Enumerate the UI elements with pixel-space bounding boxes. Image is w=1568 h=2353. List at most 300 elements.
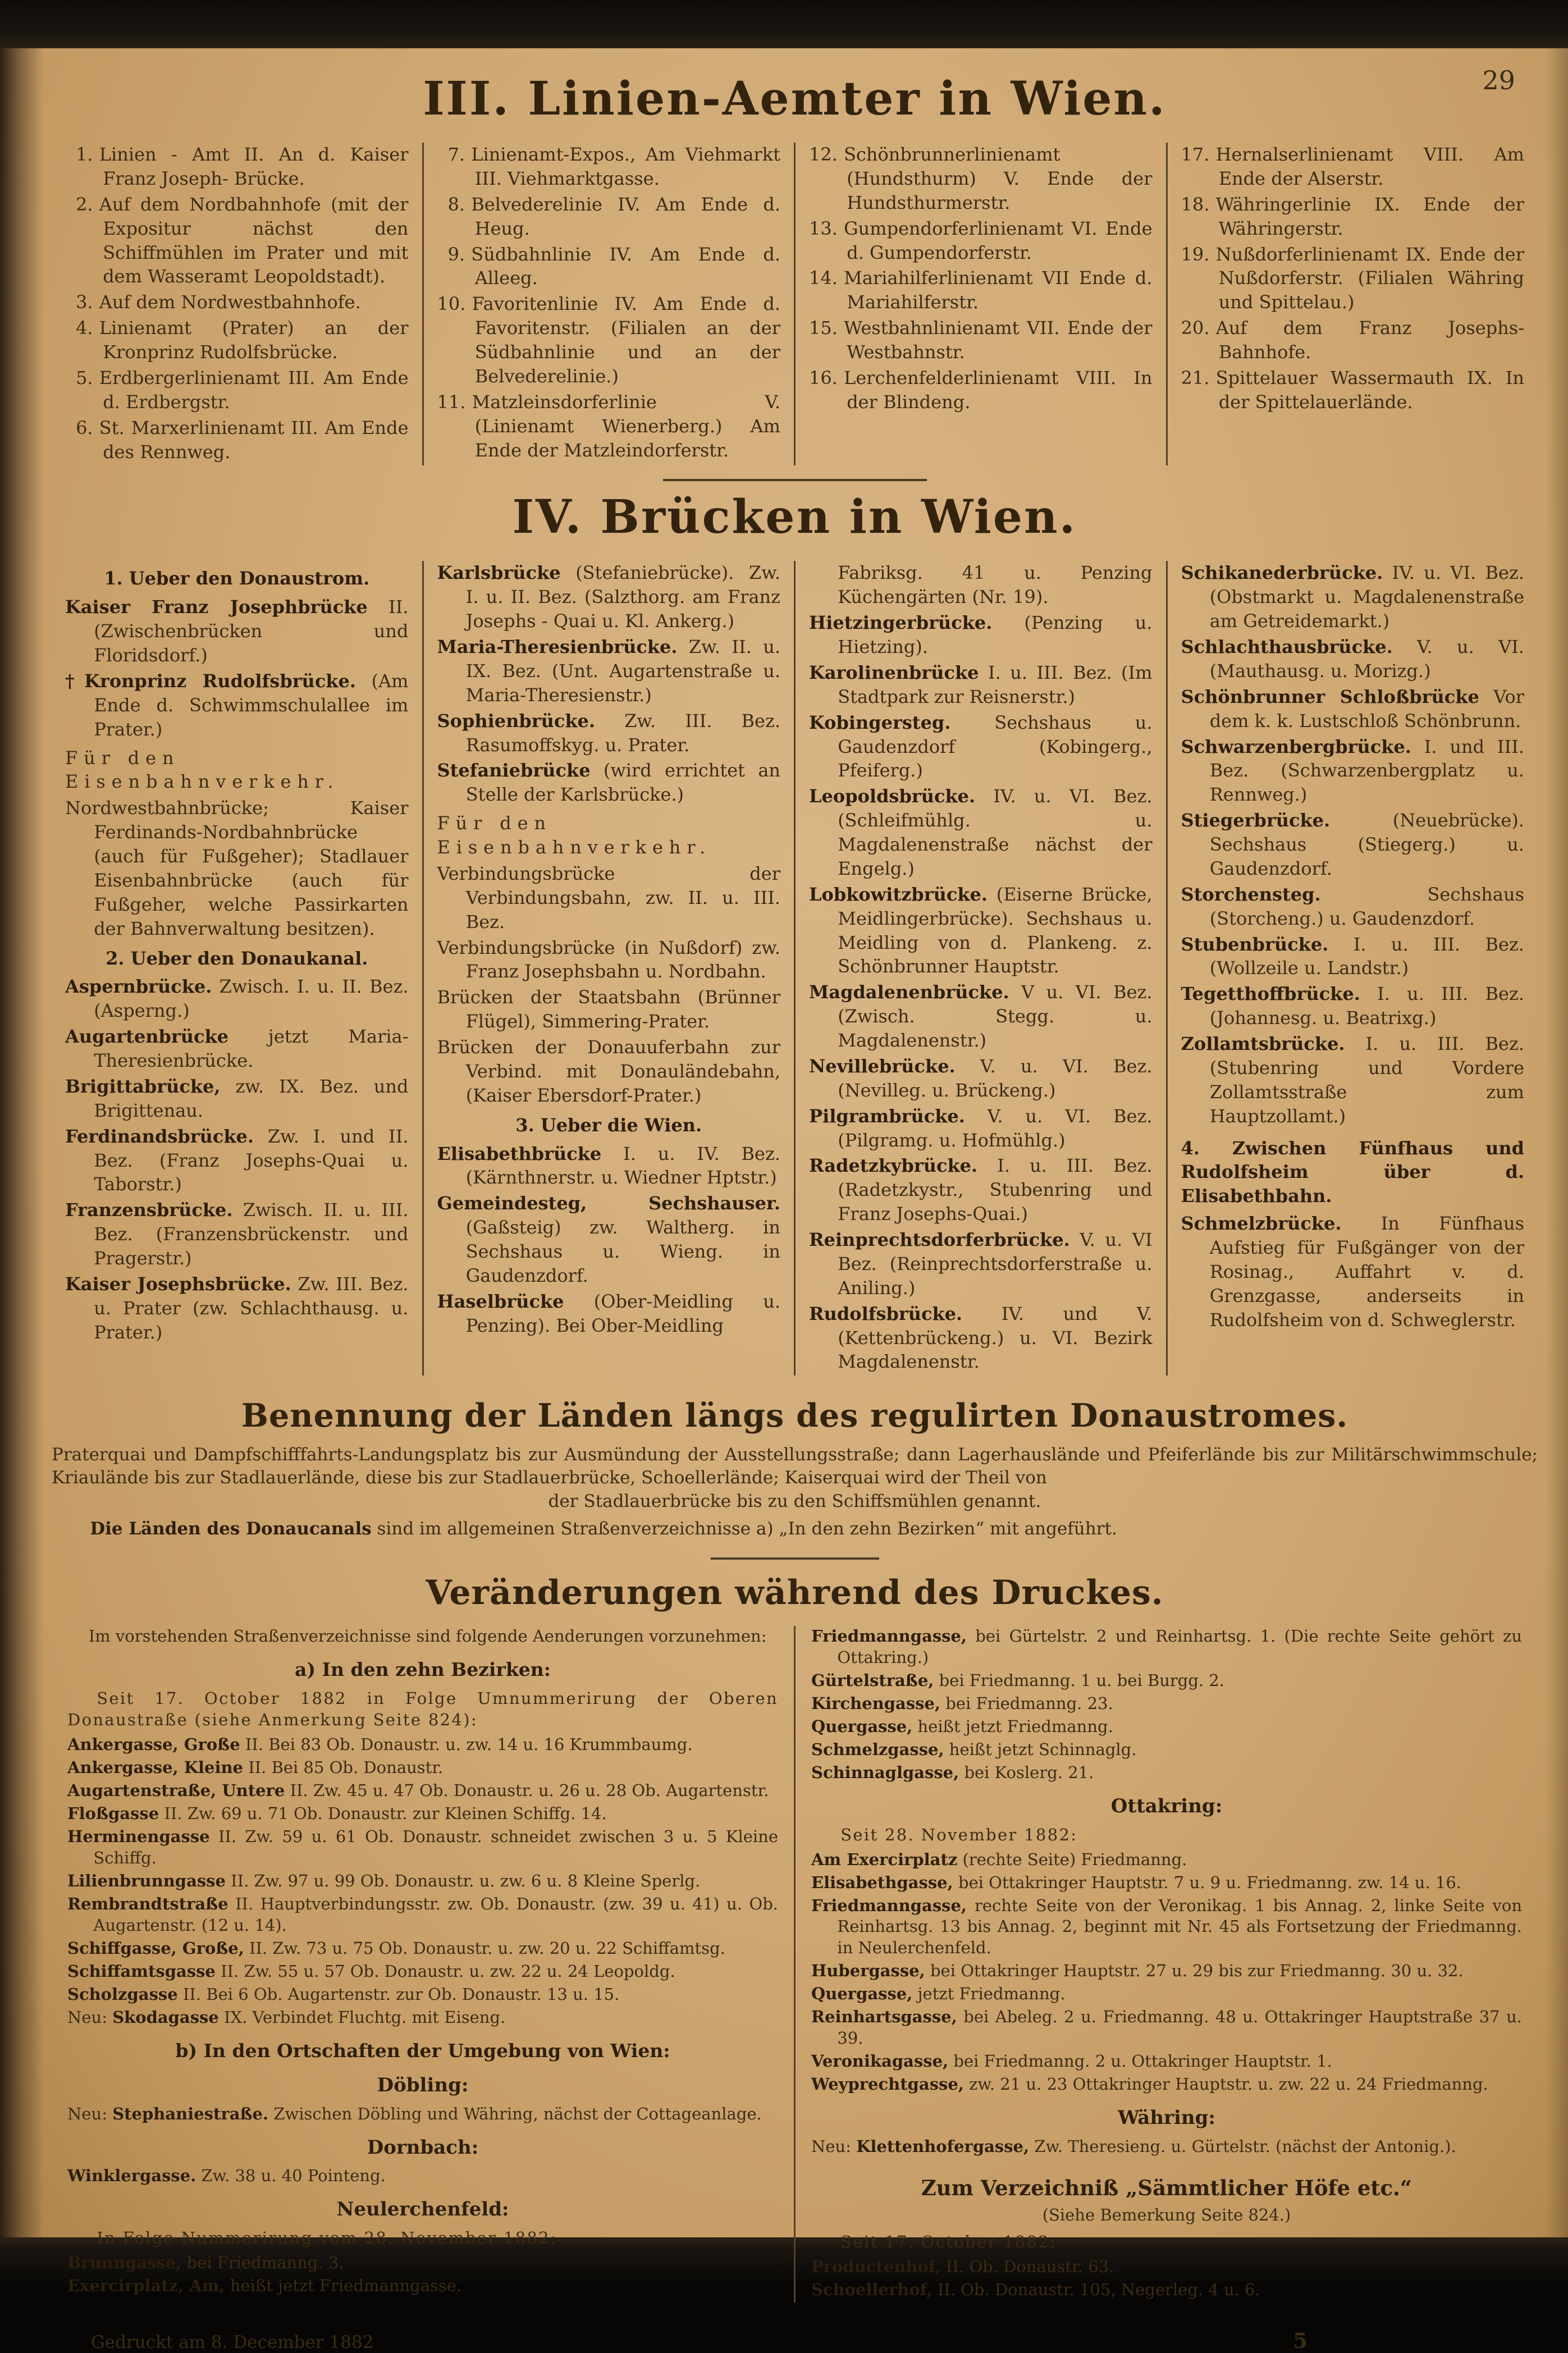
list-item [811, 1872, 1522, 1894]
item-number: 9. [447, 243, 465, 265]
item-lead: Reinprechtsdorferbrücke. [809, 1229, 1070, 1250]
book-gutter-shadow [0, 48, 44, 2237]
list-item [811, 1762, 1522, 1784]
item-text: Seit 17. October 1882: [840, 2232, 1057, 2252]
item-lead: Brigittabrücke, [65, 1075, 221, 1097]
list-item [811, 2256, 1522, 2278]
item-number: 8. [447, 193, 465, 215]
list-item [811, 2074, 1522, 2095]
item-text: V. u. VI. Bez. (Nevilleg. u. Brückeng.) [838, 1055, 1153, 1101]
item-text: V. u. VI. Bez. (Pilgramg. u. Hofmühlg.) [838, 1105, 1153, 1151]
item-lead: Karolinenbrücke [809, 661, 979, 683]
item-lead: Lilienbrunngasse [67, 1871, 226, 1891]
item-text: 1. Ueber den Donaustrom. [104, 568, 370, 590]
item-text: Zwischen Döbling und Währing, nächst der Cottageanlage. [268, 2104, 762, 2123]
item-text: Brücken der Staatsbahn (Brünner Flügel), Simmering-Prater. [437, 986, 780, 1032]
item-text: Nußdorferlinienamt IX. Ende der Nußdorferstr. (Filialen Währing und Spittelau.) [1215, 243, 1524, 313]
scan-edge-top [0, 0, 1568, 48]
list-item [809, 784, 1153, 881]
item-lead: Karlsbrücke [437, 562, 561, 584]
bruecken-columns [52, 561, 1538, 1376]
list-item [437, 1035, 781, 1108]
item-text: zw. IX. Bez. und Brigittenau. [94, 1075, 409, 1121]
item-text: II. Hauptverbindungsstr. zw. Ob. Donaustr. (zw. 39 u. 41) u. Ob. Augartenstr. (12 u. 14). [93, 1894, 778, 1935]
item-lead: Productenhof, [811, 2257, 941, 2277]
item-text: II. Zw. 55 u. 57 Ob. Donaustr. u. zw. 22 u. 24 Leopoldg. [215, 1962, 675, 1981]
item-lead: Franzensbrücke. [65, 1199, 233, 1221]
item-lead: Weyprechtgasse, [811, 2075, 964, 2094]
list-item [65, 1125, 409, 1197]
item-text: Für den Eisenbahnverkehr. [65, 747, 340, 793]
item-text: Linien - Amt II. An d. Kaiser Franz Joseph- Brücke. [99, 144, 409, 189]
item-number: 16. [809, 367, 838, 389]
item-text: Ottakring: [1110, 1795, 1223, 1818]
item-lead: Schmelzgasse, [811, 1740, 944, 1760]
list-item [437, 143, 781, 191]
list-item [811, 2105, 1522, 2131]
item-number: 1. [76, 144, 93, 165]
item-text: II. Zw. 59 u. 61 Ob. Donaustr. schneidet zwischen 3 u. 5 Kleine Schiffg. [93, 1827, 778, 1868]
page-number: 29 [1482, 65, 1515, 95]
list-item [67, 2104, 778, 2125]
list-item [65, 669, 409, 742]
section-bruecken-title: IV. Brücken in Wien. [512, 490, 1077, 545]
linien-column-4 [1166, 143, 1538, 465]
item-text: Neulerchenfeld: [336, 2198, 509, 2221]
list-item [1181, 243, 1525, 315]
item-number: 12. [809, 144, 838, 165]
list-item [811, 1739, 1522, 1761]
item-lead: Gürtelstraße, [811, 1671, 934, 1690]
item-text: bei Koslerg. 21. [959, 1763, 1094, 1783]
item-text: II. Bei 83 Ob. Donaustr. u. zw. 14 u. 16 Krummbaumg. [240, 1735, 693, 1755]
list-item [811, 2232, 1522, 2253]
page-content [52, 48, 1538, 2353]
list-item [67, 2276, 778, 2297]
list-item [67, 1803, 778, 1825]
list-item [437, 709, 781, 757]
list-item [811, 2136, 1522, 2158]
item-number: 17. [1181, 144, 1210, 165]
list-item [809, 883, 1153, 979]
item-lead: Schlachthausbrücke. [1181, 636, 1393, 657]
linien-column-3 [794, 143, 1166, 465]
item-text: Westbahnlinienamt VII. Ende der Westbahnstr. [844, 317, 1153, 363]
item-text: (Penzing u. Hietzing). [838, 612, 1153, 657]
item-text: 2. Ueber den Donaukanal. [106, 947, 368, 969]
benennung-title: Benennung der Länden längs des regulirten Donaustromes. [241, 1397, 1348, 1435]
list-item [1181, 366, 1525, 414]
item-lead: Maria-Theresienbrücke. [437, 636, 678, 657]
item-text: bei Friedmanng. 1 u. bei Burgg. 2. [934, 1671, 1225, 1690]
item-lead: Scholzgasse [67, 1985, 178, 2004]
list-item [67, 1984, 778, 2005]
item-text: Favoritenlinie IV. Am Ende d. Favoritenstr. (Filialen an der Südbahnlinie und an der Belvederelinie.) [472, 293, 780, 387]
item-text: Schönbrunnerlinienamt (Hundsthurm) V. Ende der Hundsthurmerstr. [844, 144, 1153, 213]
item-text: Im vorstehenden Straßenverzeichnisse sind folgende Aenderungen vorzunehmen: [88, 1626, 767, 1646]
list-item [67, 2197, 778, 2222]
bruecken-column-1 [52, 561, 422, 1376]
list-item [1181, 685, 1525, 733]
item-text: bei Friedmanng. 3. [181, 2253, 344, 2272]
list-item [437, 1191, 781, 1288]
item-lead: Stefaniebrücke [437, 760, 591, 782]
item-lead: Storchensteg. [1181, 883, 1321, 905]
item-text: Zw. III. Bez. Rasumoffskyg. u. Prater. [465, 710, 780, 756]
item-text: (Eiserne Brücke, Meidlingerbrücke). Sechshaus u. Meidling von d. Plankeng. z. Schönbrunner Hauptstr. [838, 883, 1153, 977]
list-item [1181, 1212, 1525, 1332]
item-text: Für den Eisenbahnverkehr. [437, 812, 712, 858]
item-text: Zw. 38 u. 40 Pointeng. [196, 2166, 386, 2186]
list-item [811, 1895, 1522, 1959]
list-item [67, 2253, 778, 2274]
list-item [811, 1849, 1522, 1871]
item-text: b) In den Ortschaften der Umgebung von Wien: [175, 2040, 670, 2062]
item-text: heißt jetzt Friedmanngasse. [225, 2276, 462, 2295]
item-prefix: Neu: [67, 2008, 113, 2027]
list-item [809, 1154, 1153, 1226]
item-text: Nordwestbahnbrücke; Kaiser Ferdinands-Nordbahnbrücke (auch für Fußgeher); Stadlauer Eisenbahnbrücke (auch für Fußgeher, welche Passirkarten der Bahnverwaltung besitzen). [65, 797, 409, 939]
item-lead: Kobingersteg. [809, 711, 951, 733]
item-text: (Stefaniebrücke). Zw. I. u. II. Bez. (Salzthorg. am Franz Josephs - Quai u. Kl. Ankerg.) [465, 562, 780, 632]
item-lead: Schinnaglgasse, [811, 1763, 959, 1783]
item-text: (rechte Seite) Friedmanng. [957, 1849, 1187, 1869]
list-item [67, 1657, 778, 1682]
list-item [809, 217, 1153, 265]
list-item [811, 1670, 1522, 1692]
item-lead: Schmelzbrücke. [1181, 1213, 1342, 1235]
item-number: 11. [437, 391, 466, 413]
item-lead: Stephaniestraße. [112, 2104, 269, 2123]
list-item [65, 595, 409, 668]
list-item [67, 1757, 778, 1779]
list-item [809, 661, 1153, 709]
list-item [65, 975, 409, 1023]
item-lead: Stubenbrücke. [1181, 933, 1329, 955]
item-lead: Reinhartsgasse, [811, 2007, 957, 2027]
veraenderungen-title: Veränderungen während des Druckes. [426, 1573, 1164, 1613]
item-text: Fabriksg. 41 u. Penzing Küchengärten (Nr. 19). [838, 562, 1153, 608]
item-number: 18. [1181, 193, 1210, 215]
item-text: (Am Ende d. Schwimmschulallee im Prater.) [94, 670, 409, 740]
item-text: Währing: [1118, 2107, 1215, 2130]
item-text: St. Marxerlinienamt III. Am Ende des Rennweg. [99, 417, 409, 463]
item-text: bei Ottakringer Hauptstr. 7 u. 9 u. Friedmanng. zw. 14 u. 16. [953, 1872, 1462, 1892]
list-item [65, 947, 409, 971]
item-text: Sechshaus u. Gaudenzdorf (Kobingerg., Pfeiferg.) [838, 711, 1153, 782]
item-lead: Herminengasse [67, 1827, 210, 1847]
item-text: bei Abeleg. 2 u. Friedmanng. 48 u. Ottakringer Hauptstraße 37 u. 39. [837, 2007, 1522, 2048]
item-text: I. u. III. Bez. (Wollzeile u. Landstr.) [1209, 933, 1524, 979]
item-text: I. u. III. Bez. (Johannesg. u. Beatrixg.) [1209, 983, 1524, 1029]
item-text: II. Zw. 73 u. 75 Ob. Donaustr. u. zw. 20 u. 22 Schiffamtsg. [244, 1939, 725, 1958]
item-text: Seit 17. October 1882 in Folge Umnummerirung der Oberen Donaustraße (siehe Anmerkung Seite 824): [67, 1689, 778, 1730]
benennung-paragraph-tail: der Stadlauerbrücke bis zu den Schiffsmühlen genannt. [548, 1491, 1041, 1511]
list-item [437, 390, 781, 463]
list-item [67, 2007, 778, 2028]
item-lead: Nevillebrücke. [809, 1055, 956, 1077]
list-item [809, 316, 1153, 364]
item-text: bei Friedmanng. 23. [940, 1694, 1113, 1714]
item-lead: Leopoldsbrücke. [809, 785, 976, 807]
item-lead: Ankergasse, Große [67, 1735, 240, 1755]
item-text: Auf dem Franz Josephs-Bahnhofe. [1215, 317, 1524, 363]
item-text: a) In den zehn Bezirken: [295, 1658, 551, 1681]
item-text: I. und III. Bez. (Schwarzenbergplatz u. Rennweg.) [1209, 735, 1524, 806]
item-text: Seit 28. November 1882: [840, 1825, 1078, 1844]
item-number: 15. [809, 317, 838, 339]
item-lead: Schoellerhof, [811, 2280, 932, 2300]
item-text: Auf dem Nordbahnhofe (mit der Expositur nächst den Schiffmühlen im Prater und mit dem Wasseramt Leopoldstadt). [99, 193, 409, 287]
list-item [437, 561, 781, 633]
list-item [809, 611, 1153, 659]
list-item [811, 1984, 1522, 2005]
item-text: Spittelauer Wassermauth IX. In der Spittelauerlände. [1215, 367, 1524, 413]
item-text: jetzt Maria-Theresienbrücke. [94, 1026, 409, 1071]
item-text: Matzleinsdorferlinie V. (Linienamt Wienerberg.) Am Ende der Matzleindorferstr. [472, 391, 780, 461]
list-item [811, 1626, 1522, 1669]
list-item [65, 193, 409, 289]
item-lead: Hubergasse, [811, 1961, 925, 1981]
item-lead: Brunngasse, [67, 2253, 182, 2272]
item-lead: Lobkowitzbrücke. [809, 883, 988, 905]
list-item [437, 862, 781, 934]
item-lead: Rembrandtstraße [67, 1894, 228, 1914]
list-item [67, 2165, 778, 2187]
item-text: (Gaßsteig) zw. Waltherg. in Sechshaus u. Wieng. in Gaudenzdorf. [465, 1217, 780, 1286]
item-text: zw. 21 u. 23 Ottakringer Hauptstr. u. zw. 22 u. 24 Friedmanng. [963, 2075, 1488, 2094]
item-lead: Tegetthoffbrücke. [1181, 983, 1360, 1005]
item-text: II. (Zwischenbrücken und Floridsdorf.) [94, 596, 409, 666]
item-prefix: Neu: [811, 2136, 857, 2156]
item-text: Zw. I. und II. Bez. (Franz Josephs-Quai u. Taborstr.) [94, 1125, 409, 1195]
item-lead: Gemeindesteg, Sechshauser. [437, 1193, 780, 1214]
list-item [1181, 193, 1525, 241]
list-item [809, 711, 1153, 783]
list-item [811, 1961, 1522, 1982]
item-prefix: Neu: [67, 2104, 113, 2123]
item-lead: Schwarzenbergbrücke. [1181, 735, 1411, 757]
item-text: IV. u. VI. Bez. (Obstmarkt u. Magdalenenstraße am Getreidemarkt.) [1209, 562, 1524, 632]
item-text: Währingerlinie IX. Ende der Währingerstr. [1215, 193, 1524, 239]
list-item [67, 1626, 778, 1647]
list-item [811, 2051, 1522, 2072]
list-item [1181, 635, 1525, 683]
list-item [811, 2279, 1522, 2301]
item-text: II. Zw. 45 u. 47 Ob. Donaustr. u. 26 u. 28 Ob. Augartenstr. [285, 1781, 769, 1801]
item-text: II. Ob. Donaustr. 63. [940, 2257, 1114, 2277]
list-item [811, 1693, 1522, 1715]
list-item [67, 1871, 778, 1892]
list-item [65, 290, 409, 314]
item-text: Mariahilferlinienamt VII Ende d. Mariahilferstr. [844, 267, 1153, 313]
list-item [437, 1113, 781, 1137]
benennung-canal-lead: Die Länden des Donaucanals [90, 1518, 372, 1539]
item-text: II. Zw. 97 u. 99 Ob. Donaustr. u. zw. 6 u. 8 Kleine Sperlg. [225, 1871, 701, 1891]
benennung-canal-rest: sind im allgemeinen Straßenverzeichnisse a) „In den zehn Bezirken“ mit angeführt. [371, 1518, 1117, 1539]
list-item [437, 936, 781, 984]
list-item [65, 1198, 409, 1271]
list-item [809, 1104, 1153, 1153]
item-lead: Floßgasse [67, 1804, 159, 1824]
item-lead: Kaiser Josephsbrücke. [65, 1273, 291, 1295]
list-item [809, 1302, 1153, 1374]
item-text: rechte Seite von der Veronikag. 1 bis Annag. 2, linke Seite von Reinhartsg. 13 bis Annag. 2, beginnt mit Nr. 45 als Fortsetzung der Friedmanng. in Neulerchenfeld. [837, 1895, 1522, 1958]
list-item [437, 811, 781, 860]
item-text: Erdbergerlinienamt III. Am Ende d. Erdbergstr. [99, 367, 409, 413]
item-text: IX. Verbindet Fluchtg. mit Eiseng. [218, 2008, 506, 2027]
item-text: II. Bei 6 Ob. Augartenstr. zur Ob. Donaustr. 13 u. 15. [177, 1985, 620, 2004]
list-item [809, 1228, 1153, 1300]
item-lead: Zollamtsbrücke. [1181, 1033, 1345, 1054]
item-lead: Stiegerbrücke. [1181, 810, 1331, 831]
item-text: I. u. III. Bez. (Stubenring und Vordere Zollamtsstraße zum Hauptzollamt.) [1209, 1033, 1524, 1127]
list-item [1181, 933, 1525, 981]
item-text: bei Gürtelstr. 2 und Reinhartsg. 1. (Die rechte Seite gehört zu Ottakring.) [837, 1626, 1522, 1667]
list-item [1181, 735, 1525, 807]
list-item [437, 759, 781, 807]
item-text: II. Zw. 69 u. 71 Ob. Donaustr. zur Kleinen Schiffg. 14. [159, 1804, 607, 1824]
item-text: I. u. III. Bez. (Im Stadtpark zur Reisnerstr.) [838, 661, 1153, 707]
list-item [437, 292, 781, 389]
item-lead: Quergasse, [811, 1717, 913, 1737]
item-lead: Exercirplatz, Am, [67, 2276, 225, 2295]
item-text: Zum Verzeichniß „Sämmtlicher Höfe etc.“ [921, 2175, 1412, 2200]
benennung-paragraph: Praterquai und Dampfschifffahrts-Landungsplatz bis zur Ausmündung der Ausstellungsstraße; dann Lagerhauslände und Pfeiferlände bis zur Militärschwimmschule; Kriaulände bis zur Stadlauerlände, diese bis zur Stadlauerbrücke, Schoellerlände; Kaiserquai wird der Theil von [52, 1445, 1538, 1488]
item-lead: †Kronprinz Rudolfsbrücke. [65, 670, 356, 692]
list-item [1181, 982, 1525, 1030]
item-text: In Folge Nummerirung vom 28. November 1882: [97, 2228, 557, 2247]
item-lead: Schikanederbrücke. [1181, 562, 1383, 584]
veraenderungen-column-left [52, 1626, 794, 2302]
item-lead: Rudolfsbrücke. [809, 1303, 963, 1324]
list-item [437, 193, 781, 241]
list-item [67, 2135, 778, 2160]
item-lead: Elisabethbrücke [437, 1143, 602, 1164]
item-number: 6. [76, 417, 93, 438]
list-item [67, 2073, 778, 2098]
list-item [437, 243, 781, 291]
item-text: Linienamt-Expos., Am Viehmarkt III. Viehmarktgasse. [471, 144, 780, 189]
page-edge-shadow [1546, 48, 1568, 2237]
list-item [65, 366, 409, 414]
item-text: I. u. IV. Bez. (Kärnthnerstr. u. Wiedner Hptstr.) [465, 1143, 780, 1189]
list-item [1181, 561, 1525, 633]
item-text: Belvederelinie IV. Am Ende d. Heug. [471, 193, 780, 239]
item-number: 4. [76, 317, 93, 339]
page-footer [91, 2328, 1308, 2353]
item-number: 13. [809, 217, 838, 239]
item-lead: Magdalenenbrücke. [809, 981, 1009, 1003]
list-item [65, 796, 409, 940]
list-item [65, 316, 409, 364]
list-item [437, 1290, 781, 1338]
item-text: V u. VI. Bez. (Zwisch. Stegg. u. Magdalenenstr.) [838, 981, 1153, 1051]
bruecken-column-3 [794, 561, 1166, 1376]
item-text: (Ober-Meidling u. Penzing). Bei Ober-Meidling [465, 1290, 780, 1336]
item-text: 4. Zwischen Fünfhaus und Rudolfsheim über d. Elisabethbahn. [1181, 1137, 1524, 1207]
list-item [1181, 808, 1525, 881]
item-text: V. u. VI. (Mauthausg. u. Morizg.) [1209, 636, 1524, 682]
list-item [1181, 143, 1525, 191]
list-item [67, 2228, 778, 2249]
item-lead: Friedmanngasse, [811, 1895, 967, 1915]
item-text: Sechshaus (Storcheng.) u. Gaudenzdorf. [1209, 883, 1524, 929]
item-text: I. u. III. Bez. (Radetzkystr., Stubenring und Franz Josephs-Quai.) [838, 1155, 1153, 1225]
bruecken-column-4 [1166, 561, 1538, 1376]
item-text: Dornbach: [367, 2136, 479, 2159]
item-number: 3. [76, 291, 93, 313]
item-text: Zw. II. u. IX. Bez. (Unt. Augartenstraße u. Maria-Theresienstr.) [465, 636, 780, 706]
item-text: IV. u. VI. Bez. (Schleifmühlg. u. Magdalenenstraße nächst der Engelg.) [838, 785, 1153, 879]
item-text: heißt jetzt Friedmanng. [912, 1717, 1113, 1737]
list-item [65, 1025, 409, 1073]
list-item [809, 561, 1153, 609]
item-lead: Klettenhofergasse, [856, 2136, 1030, 2156]
item-text: II. Ob. Donaustr. 105, Negerleg. 4 u. 6. [932, 2280, 1260, 2300]
item-text: Südbahnlinie IV. Am Ende d. Alleeg. [471, 243, 780, 289]
list-item [67, 2039, 778, 2063]
item-text: Brücken der Donauuferbahn zur Verbind. mit Donauländebahn, (Kaiser Ebersdorf-Prater.) [437, 1036, 780, 1106]
item-lead: Quergasse, [811, 1984, 913, 2004]
list-item [65, 746, 409, 794]
item-lead: Ankergasse, Kleine [67, 1758, 243, 1778]
item-text: IV. und V. (Kettenbrückeng.) u. VI. Bezirk Magdalenenstr. [838, 1303, 1153, 1373]
item-lead: Schönbrunner Schloßbrücke [1181, 686, 1479, 707]
item-text: Döbling: [377, 2074, 469, 2097]
item-number: 20. [1181, 317, 1210, 339]
item-lead: Haselbrücke [437, 1290, 564, 1312]
item-text: Verbindungsbrücke der Verbindungsbahn, zw. II. u. III. Bez. [437, 862, 780, 933]
list-item [65, 566, 409, 591]
list-item [811, 1716, 1522, 1738]
item-text: Auf dem Nordwestbahnhofe. [99, 291, 361, 313]
item-text: V. u. VI Bez. (Reinprechtsdorferstraße u. Aniling.) [838, 1229, 1153, 1299]
item-text: Zwisch. I. u. II. Bez. (Asperng.) [94, 976, 409, 1022]
item-text: jetzt Friedmanng. [912, 1984, 1066, 2004]
linien-column-2 [422, 143, 794, 465]
list-item [811, 2205, 1522, 2226]
item-lead: Augartenbrücke [65, 1026, 228, 1048]
item-lead: Kirchengasse, [811, 1694, 941, 1714]
list-item [811, 2007, 1522, 2049]
item-text: In Fünfhaus Aufstieg für Fußgänger von der Rosinag., Auffahrt v. d. Grenzgasse, anderseits in Rudolfsheim von d. Schweglerstr. [1209, 1213, 1524, 1331]
item-number: 2. [76, 193, 93, 215]
item-text: heißt jetzt Schinnaglg. [944, 1740, 1137, 1760]
item-number: 21. [1181, 367, 1210, 389]
veraenderungen-divider-rule [711, 1557, 879, 1560]
list-item [809, 266, 1153, 314]
item-text: Zwisch. II. u. III. Bez. (Franzensbrückenstr. und Pragerstr.) [94, 1199, 409, 1269]
bruecken-column-2 [422, 561, 794, 1376]
veraenderungen-columns [52, 1626, 1538, 2302]
list-item [67, 1688, 778, 1731]
section-divider-rule [663, 479, 927, 481]
item-text: Linienamt (Prater) an der Kronprinz Rudolfsbrücke. [99, 317, 409, 363]
item-text: Lerchenfelderlinienamt VIII. In der Blindeng. [844, 367, 1153, 413]
item-lead: Veronikagasse, [811, 2052, 949, 2071]
item-lead: Friedmanngasse, [811, 1626, 967, 1646]
item-text: bei Ottakringer Hauptstr. 27 u. 29 bis zur Friedmanng. 30 u. 32. [925, 1961, 1464, 1981]
item-text: Vor dem k. k. Lustschloß Schönbrunn. [1209, 686, 1525, 732]
list-item [67, 1894, 778, 1936]
item-lead: Schiffamtsgasse [67, 1962, 216, 1981]
item-lead: Winklergasse. [67, 2166, 196, 2186]
list-item [1181, 883, 1525, 931]
list-item [811, 1794, 1522, 1819]
item-text: Zw. III. Bez. u. Prater (zw. Schlachthausg. u. Prater.) [94, 1273, 409, 1343]
item-lead: Kaiser Franz Josephbrücke [65, 596, 368, 618]
